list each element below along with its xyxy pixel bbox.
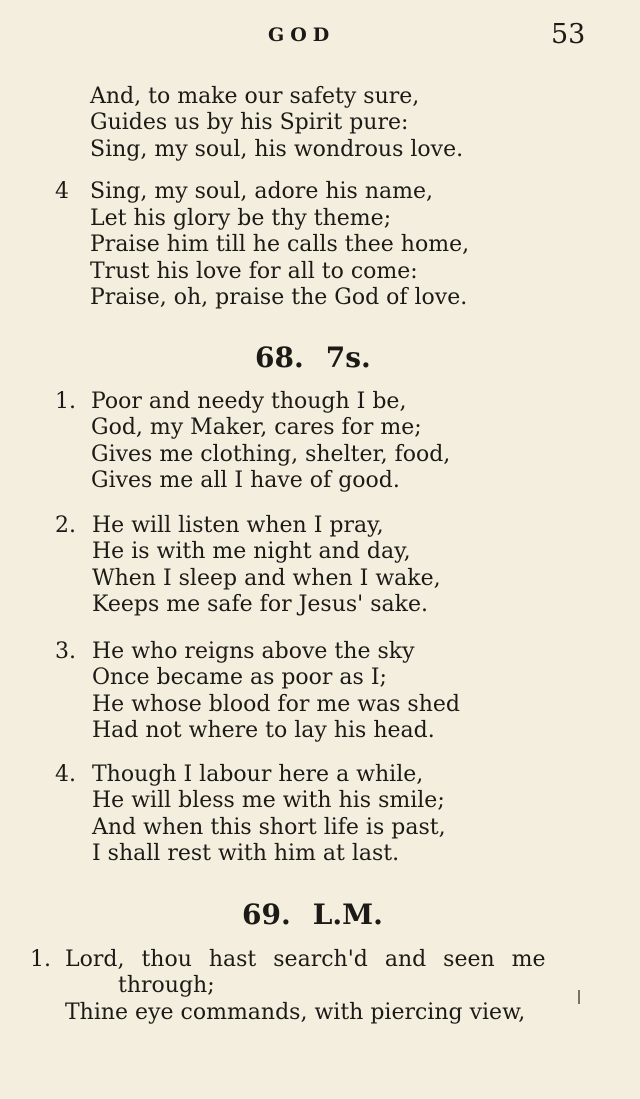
verse-line: He who reigns above the sky: [92, 639, 415, 664]
verse-line: Guides us by his Spirit pure:: [90, 110, 409, 135]
hymn-heading-68: [255, 342, 371, 374]
verse-line: Gives me all I have of good.: [91, 468, 400, 493]
verse-line: Praise, oh, praise the God of love.: [90, 285, 468, 310]
stanza-number: 4: [55, 179, 69, 204]
verse-line: And, to make our safety sure,: [90, 84, 420, 109]
verse-line: Thine eye commands, with piercing view,: [65, 1000, 526, 1025]
page-number: 53: [551, 19, 586, 50]
verse-line: Sing, my soul, his wondrous love.: [90, 137, 464, 162]
verse-line: I shall rest with him at last.: [92, 841, 400, 866]
verse-line: Once became as poor as I;: [92, 665, 387, 690]
verse-line: He will listen when I pray,: [92, 513, 384, 538]
hymn-heading-69: [242, 899, 383, 931]
verse-line: Keeps me safe for Jesus' sake.: [92, 592, 428, 617]
running-head-title: GOD: [268, 24, 336, 46]
running-head: [0, 19, 640, 50]
verse-line: He whose blood for me was shed: [92, 692, 460, 717]
verse-line: Praise him till he calls thee home,: [90, 232, 470, 257]
verse-line: Sing, my soul, adore his name,: [90, 179, 433, 204]
verse-line: Let his glory be thy theme;: [90, 206, 392, 231]
stanza-number: 3.: [55, 639, 76, 664]
verse-line: And when this short life is past,: [92, 815, 446, 840]
verse-line: Trust his love for all to come:: [90, 259, 418, 284]
hymn-meter: 7s.: [325, 341, 371, 374]
stanza-number: 4.: [55, 762, 76, 787]
stanza-number: 1.: [55, 389, 76, 414]
verse-line: God, my Maker, cares for me;: [91, 415, 422, 440]
verse-line: Lord, thou hast search'd and seen me: [65, 947, 546, 972]
verse-line: through;: [118, 973, 215, 998]
print-mark: [578, 990, 580, 1004]
hymn-number: 69.: [242, 898, 291, 931]
hymn-meter: L.M.: [312, 898, 383, 931]
verse-line: He is with me night and day,: [92, 539, 411, 564]
verse-line: Though I labour here a while,: [92, 762, 424, 787]
verse-line: Had not where to lay his head.: [92, 718, 435, 743]
verse-line: Gives me clothing, shelter, food,: [91, 442, 451, 467]
verse-line: He will bless me with his smile;: [92, 788, 445, 813]
stanza-number: 1.: [30, 947, 51, 972]
verse-line: Poor and needy though I be,: [91, 389, 407, 414]
verse-line: When I sleep and when I wake,: [92, 566, 441, 591]
hymn-number: 68.: [255, 341, 304, 374]
stanza-number: 2.: [55, 513, 76, 538]
